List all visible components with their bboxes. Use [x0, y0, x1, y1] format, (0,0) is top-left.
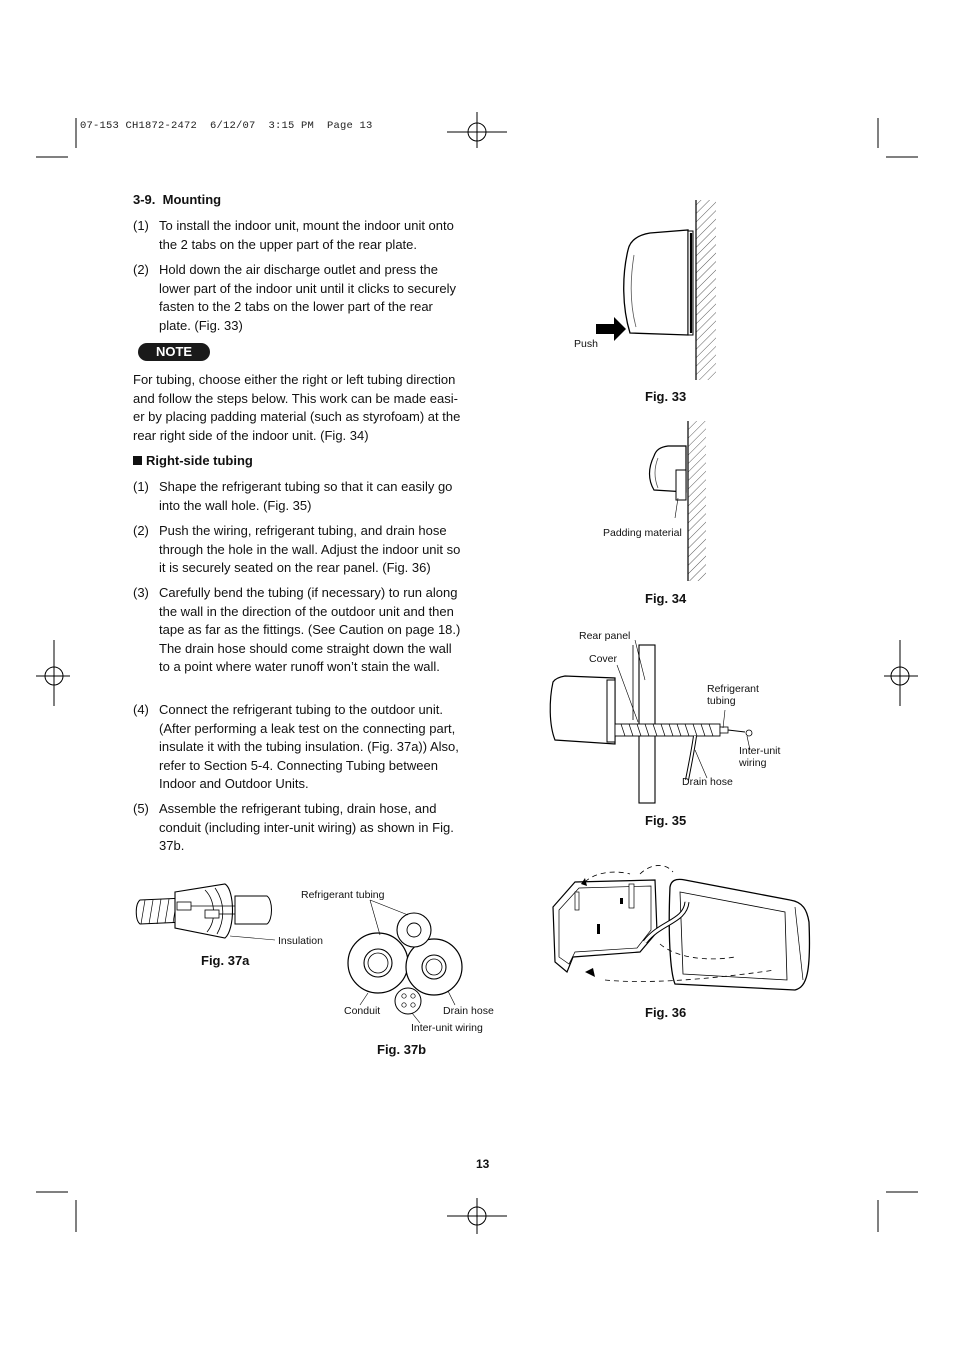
fig35-drain-hose-label: Drain hose [682, 776, 733, 788]
fig35-inter-unit-line1: Inter-unit [739, 745, 781, 757]
step-text: Carefully bend the tubing (if necessary) to run along the wall in the direction of the outdoor unit and then tape as far as the fittings. (See Caution on page 18.) The drain hose should come straight down the wall to a point where water runoff won’t stain the wall. [159, 585, 461, 674]
right-side-step-3 [133, 584, 463, 677]
fig37b-caption: Fig. 37b [377, 1042, 427, 1057]
step-number: (5) [133, 801, 149, 816]
square-bullet-icon [133, 456, 142, 465]
print-slug: 07-153 CH1872-2472 6/12/07 3:15 PM Page 13 [80, 120, 373, 132]
step-number: (2) [133, 262, 149, 277]
step-text: Connect the refrigerant tubing to the outdoor unit. (After performing a leak test on the connecting part, insulate it with the tubing insulation. (Fig. 37a)) Also, refer to Section 5-4. Connecting Tubing between Indoor and Outdoor Units. [159, 702, 459, 791]
fig35-cover-label: Cover [589, 653, 618, 665]
fig35-inter-unit-label [739, 745, 780, 769]
step-text: Hold down the air discharge outlet and press the lower part of the indoor unit until it clicks to securely fasten to the 2 tabs on the lower part of the rear plate. (Fig. 33) [159, 262, 456, 333]
step-number: (4) [133, 702, 149, 717]
step-text: Assemble the refrigerant tubing, drain hose, and conduit (including inter-unit wiring) as shown in Fig. 37b. [159, 801, 454, 853]
fig37a-caption: Fig. 37a [201, 953, 250, 968]
fig37b-conduit-label: Conduit [344, 1005, 381, 1017]
section-title: 3-9. Mounting [133, 192, 222, 207]
fig35-refrigerant-label [707, 683, 759, 707]
right-side-heading-label: Right-side tubing [146, 453, 253, 468]
fig35-illustration [545, 640, 775, 810]
fig36-caption: Fig. 36 [645, 1005, 687, 1020]
fig34-caption: Fig. 34 [645, 591, 687, 606]
step-number: (2) [133, 523, 149, 538]
step-number: (1) [133, 479, 149, 494]
right-side-step-1 [133, 478, 463, 515]
fig34-illustration [640, 418, 720, 583]
step-text: Shape the refrigerant tubing so that it can easily go into the wall hole. (Fig. 35) [159, 479, 453, 513]
fig33-illustration [570, 195, 720, 385]
fig35-inter-unit-line2: wiring [739, 757, 767, 769]
fig37b-drain-hose-label: Drain hose [443, 1005, 494, 1017]
mounting-step-2 [133, 261, 463, 335]
mounting-step-1 [133, 217, 463, 254]
step-number: (3) [133, 585, 149, 600]
fig36-illustration [545, 862, 815, 997]
fig37a-insulation-label: Insulation [278, 935, 323, 947]
step-number: (1) [133, 218, 149, 233]
note-badge: NOTE [138, 343, 210, 361]
fig37b-inter-unit-label: Inter-unit wiring [411, 1022, 483, 1034]
right-side-step-2 [133, 522, 463, 578]
fig37b-refrigerant-label: Refrigerant tubing [301, 889, 385, 901]
right-side-step-5 [133, 800, 463, 856]
fig35-refrigerant-line1: Refrigerant [707, 683, 759, 695]
note-text: For tubing, choose either the right or left tubing direction and follow the steps below. This work can be made easi-er by placing padding material (such as styrofoam) at the rear right side of the indoor unit. (Fig. 34) [133, 372, 461, 443]
step-text: To install the indoor unit, mount the indoor unit onto the 2 tabs on the upper part of the rear plate. [159, 218, 454, 252]
right-side-step-4 [133, 701, 463, 794]
fig35-caption: Fig. 35 [645, 813, 687, 828]
fig35-rear-panel-label: Rear panel [579, 630, 631, 642]
fig34-padding-label: Padding material [603, 527, 682, 539]
fig35-refrigerant-line2: tubing [707, 695, 736, 707]
fig33-push-label: Push [574, 338, 598, 350]
right-side-heading [133, 453, 253, 468]
fig33-caption: Fig. 33 [645, 389, 687, 404]
step-text: Push the wiring, refrigerant tubing, and drain hose through the hole in the wall. Adjust the indoor unit so it is securely seated on the rear panel. (Fig. 36) [159, 523, 461, 575]
page-number: 13 [476, 1157, 490, 1171]
